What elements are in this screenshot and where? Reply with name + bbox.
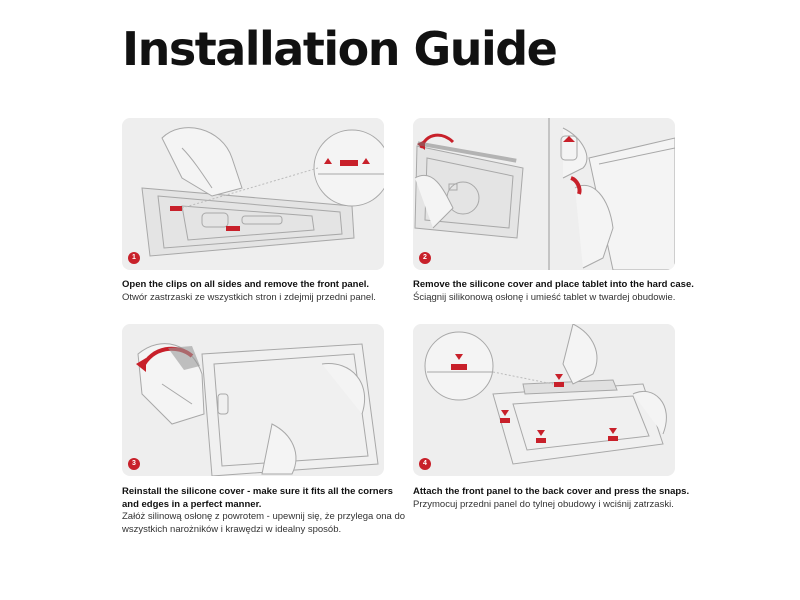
step-3-instruction-pl: Załóż silinową osłonę z powrotem - upewnij się, że przylega ona do wszystkich narożników i krawędzi w idealny sposób. (122, 511, 406, 535)
step-4-number-badge: 4 (419, 458, 431, 470)
step-1-illustration (122, 118, 384, 270)
step-2-illustration (413, 118, 675, 270)
step-2-caption (413, 279, 703, 304)
step-3-caption (122, 486, 412, 536)
step-1-caption (122, 279, 412, 304)
page-title: Installation Guide (122, 22, 557, 76)
step-1-number-badge: 1 (128, 252, 140, 264)
step-2-number-badge: 2 (419, 252, 431, 264)
step-3-number-badge: 3 (128, 458, 140, 470)
step-4-drawing (413, 324, 675, 476)
step-3-drawing (122, 324, 384, 476)
step-2-instruction-pl: Ściągnij silikonową osłonę i umieść tablet w twardej obudowie. (413, 291, 676, 303)
step-3-illustration (122, 324, 384, 476)
step-4-instruction-pl: Przymocuj przedni panel do tylnej obudowy i wciśnij zatrzaski. (413, 498, 674, 510)
step-4-instruction-en: Attach the front panel to the back cover and press the snaps. (413, 486, 690, 497)
step-4-illustration (413, 324, 675, 476)
step-1-drawing (122, 118, 384, 270)
step-1-instruction-en: Open the clips on all sides and remove the front panel. (122, 279, 370, 290)
step-4-caption (413, 486, 703, 511)
step-1-instruction-pl: Otwór zastrzaski ze wszystkich stron i zdejmij przedni panel. (122, 291, 376, 303)
step-3-instruction-en: Reinstall the silicone cover - make sure it fits all the corners and edges in a perfect manner. (122, 486, 393, 510)
step-2-instruction-en: Remove the silicone cover and place tablet into the hard case. (413, 279, 694, 290)
step-2-drawing (413, 118, 675, 270)
